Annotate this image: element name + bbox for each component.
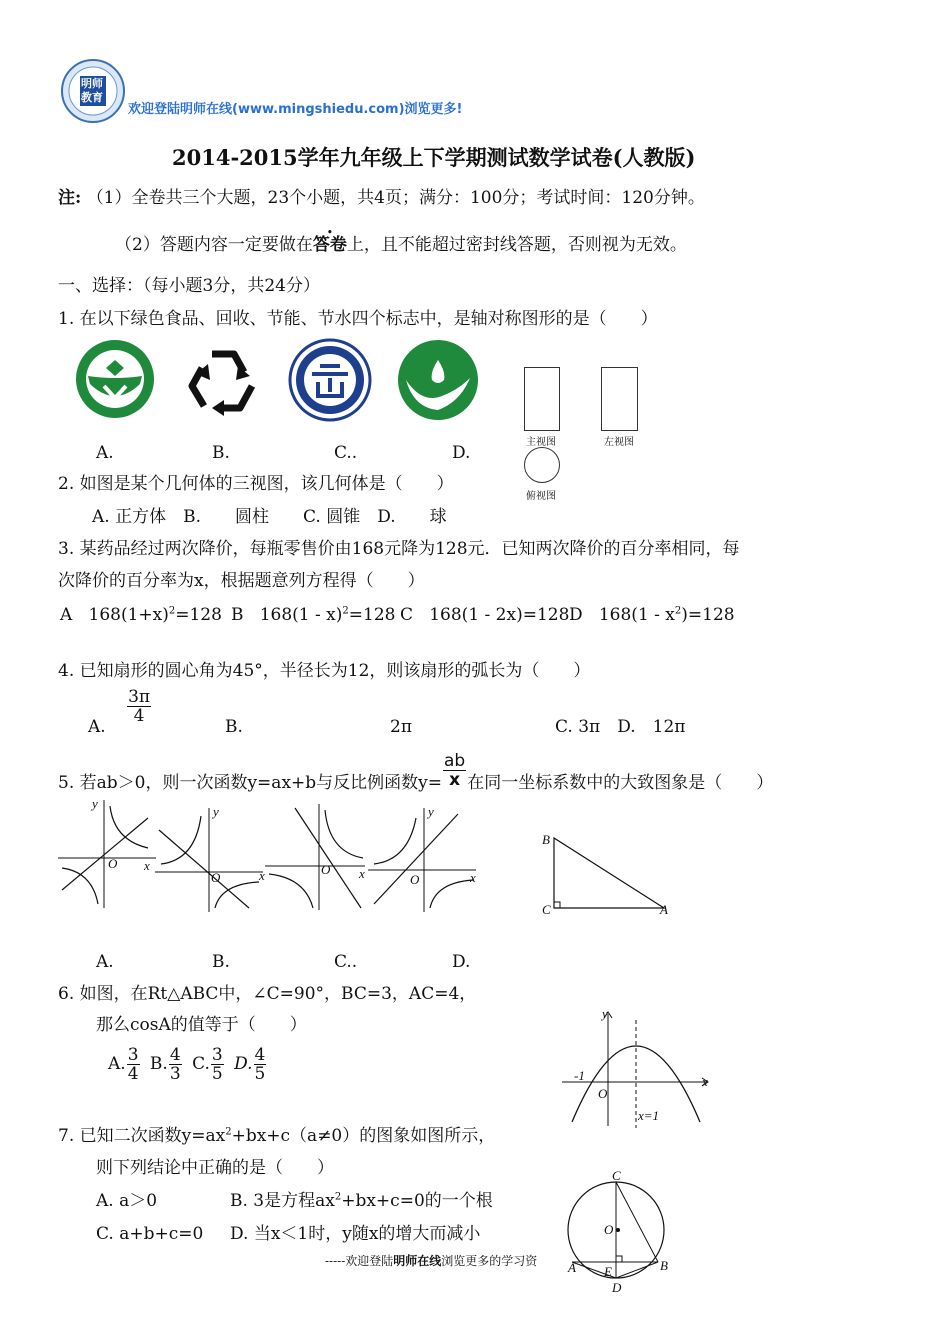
q3-a-sup: 2 <box>168 605 176 617</box>
q5b-x-label: x <box>259 868 265 883</box>
triangle-b-label: B <box>542 832 550 847</box>
q7-b-post: +bx+c=0的一个根 <box>341 1191 493 1211</box>
q6-options <box>108 1046 267 1083</box>
q5c-origin-label: O <box>321 862 331 877</box>
q3-option-b <box>231 604 395 626</box>
q5a-x-label: x <box>144 858 150 873</box>
q5b-origin-label: O <box>211 870 221 885</box>
q5-pre: 5. 若ab＞0，则一次函数y=ax+b与反比例函数y= <box>58 773 443 793</box>
circle-a-label: A <box>568 1260 576 1275</box>
note-2-pre: （2）答题内容一定要做在 <box>115 235 313 255</box>
q5a-origin-label: O <box>108 856 118 871</box>
q6-b-d: 3 <box>169 1064 181 1084</box>
q4-a-letter: A. <box>88 717 106 737</box>
q3-b-letter: B <box>231 605 244 625</box>
footer-brand: 明师在线 <box>393 1254 442 1268</box>
q6-c-d: 5 <box>211 1064 223 1084</box>
energy-saving-logo <box>288 338 372 426</box>
parabola-figure <box>562 1006 712 1134</box>
parabola-x-label: x <box>702 1074 708 1089</box>
note-1-text: （1）全卷共三个大题，23个小题，共4页；满分：100分；考试时间：120分钟。 <box>86 188 705 208</box>
page-footer <box>325 1252 537 1269</box>
parabola-minus-one-label: -1 <box>574 1068 585 1083</box>
q3-d-post: )=128 <box>681 605 735 625</box>
q6-d-letter: D. <box>234 1054 253 1074</box>
q3-option-a <box>60 604 222 626</box>
q5c-x-label: x <box>359 866 365 881</box>
parabola-origin-label: O <box>598 1086 608 1101</box>
note-1 <box>58 187 705 209</box>
q3-option-c <box>400 604 569 626</box>
section-header: 一、选择：（每小题3分，共24分） <box>58 276 320 296</box>
q5b-y-label: y <box>213 804 219 819</box>
note-2 <box>115 234 687 256</box>
q5-text <box>58 752 773 794</box>
triangle-a-label: A <box>660 902 668 917</box>
q4-text: 4. 已知扇形的圆心角为45°，半径长为12，则该扇形的弧长为（ ） <box>58 661 591 681</box>
q3-a-letter: A <box>60 605 73 625</box>
q3-a-post: =128 <box>175 605 222 625</box>
q5-option-b: B. <box>212 952 230 972</box>
q6-c-frac <box>211 1046 224 1083</box>
q1-text: 1. 在以下绿色食品、回收、节能、节水四个标志中，是轴对称图形的是（ ） <box>58 309 658 329</box>
q7-sup: 2 <box>225 1126 232 1138</box>
circle-figure <box>562 1168 672 1301</box>
q3-line1: 3. 某药品经过两次降价，每瓶零售价由168元降为128元．已知两次降价的百分率相同，每 <box>58 539 740 559</box>
q5-option-c: C.. <box>334 952 358 972</box>
circle-e-label: E <box>604 1264 612 1279</box>
q6-b-letter: B. <box>149 1054 168 1074</box>
parabola-y-label: y <box>602 1006 608 1021</box>
q5-option-d: D. <box>452 952 471 972</box>
q6-c-letter: C. <box>192 1054 210 1074</box>
q4-option-b-value: 2π <box>390 717 412 737</box>
q5-graph-b <box>155 804 267 916</box>
q3-d-pre: 168(1 - x <box>598 605 675 625</box>
q3-d-letter: D <box>569 605 583 625</box>
q7-option-b <box>230 1190 493 1212</box>
q1-option-b: B. <box>212 443 230 463</box>
q3-c-pre: 168(1 - 2x)=128 <box>429 605 570 625</box>
q4-option-b: B. <box>225 717 243 737</box>
footer-pre: -----欢迎登陆 <box>325 1254 394 1268</box>
q5-graph-d <box>368 804 480 916</box>
q6-text-2: 那么cosA的值等于（ ） <box>96 1015 307 1035</box>
top-view-label: 俯视图 <box>526 491 556 502</box>
page-title: 2014-2015学年九年级上下学期测试数学试卷(人教版) <box>172 145 696 170</box>
green-food-logo <box>74 338 156 424</box>
q5d-origin-label: O <box>410 872 420 887</box>
q1-option-a: A. <box>96 443 114 463</box>
q2-options: A. 正方体 B. 圆柱 C. 圆锥 D. 球 <box>92 507 447 527</box>
front-view-label: 主视图 <box>526 437 556 448</box>
circle-c-label: C <box>612 1168 621 1183</box>
q7-option-c: C. a+b+c=0 <box>96 1224 204 1244</box>
front-view <box>524 367 560 431</box>
q5a-y-label: y <box>92 796 98 811</box>
q5-graph-a <box>58 796 158 914</box>
q4-options-cd: C. 3π D. 12π <box>555 717 686 737</box>
note-label: 注: <box>58 188 82 208</box>
q6-a-d: 4 <box>127 1064 139 1084</box>
q7-b-pre: B. 3是方程ax <box>230 1191 335 1211</box>
q3-b-pre: 168(1 - x) <box>259 605 343 625</box>
q6-d-d: 5 <box>254 1064 266 1084</box>
q6-d-n: 4 <box>254 1045 266 1065</box>
q6-a-frac <box>127 1046 140 1083</box>
q6-d-frac <box>254 1046 267 1083</box>
left-view <box>601 367 638 431</box>
q5-frac-den: x <box>449 770 461 790</box>
note-2-post: 上，且不能超过密封线答题，否则视为无效。 <box>346 235 687 255</box>
header-banner: 欢迎登陆明师在线(www.mingshiedu.com)浏览更多! <box>128 102 463 117</box>
q1-option-d: D. <box>452 443 471 463</box>
triangle-c-label: C <box>542 902 551 917</box>
q6-a-n: 3 <box>127 1045 139 1065</box>
q6-c-n: 3 <box>211 1045 223 1065</box>
q5-frac-num: ab <box>444 751 466 771</box>
q5-post: 在同一坐标系数中的大致图象是（ ） <box>467 773 774 793</box>
q3-d-sup: 2 <box>674 605 682 617</box>
circle-o-label: O <box>604 1222 614 1237</box>
q3-b-sup: 2 <box>342 605 349 617</box>
q2-text: 2. 如图是某个几何体的三视图，该几何体是（ ） <box>58 474 454 494</box>
q3-a-pre: 168(1+x) <box>88 605 169 625</box>
q5-graph-c <box>265 804 370 914</box>
left-view-label: 左视图 <box>604 437 634 448</box>
q4-a-fraction <box>127 688 151 725</box>
q6-b-frac <box>169 1046 182 1083</box>
note-2-emphasis: 答卷 <box>312 235 347 255</box>
logo-text: 明师教育 <box>81 77 103 104</box>
q7-text <box>58 1125 495 1147</box>
circle-d-label: D <box>612 1280 622 1295</box>
q4-a-den: 4 <box>133 706 145 726</box>
q7-text-2: 则下列结论中正确的是（ ） <box>96 1158 334 1178</box>
recycle-logo <box>182 340 264 426</box>
q7-option-d: D. 当x＜1时，y随x的增大而减小 <box>230 1224 481 1244</box>
q7-option-a: A. a＞0 <box>96 1191 158 1211</box>
q7-post: +bx+c（a≠0）的图象如图所示， <box>231 1126 496 1146</box>
q7-b-sup: 2 <box>334 1191 342 1203</box>
q3-line2: 次降价的百分率为x，根据题意列方程得（ ） <box>58 571 425 591</box>
q3-option-d <box>569 604 735 626</box>
footer-post: 浏览更多的学习资 <box>441 1254 538 1268</box>
q6-text: 6. 如图，在Rt△ABC中，∠C=90°，BC=3，AC=4， <box>58 984 477 1004</box>
q4-a-num: 3π <box>128 687 151 707</box>
q5-fraction <box>443 752 466 789</box>
q6-a-letter: A. <box>108 1054 126 1074</box>
header-logo <box>60 58 126 124</box>
q5d-y-label: y <box>428 804 434 819</box>
parabola-axis-label: x=1 <box>638 1108 660 1123</box>
q3-b-post: =128 <box>348 605 396 625</box>
q5d-x-label: x <box>470 870 476 885</box>
q3-c-letter: C <box>400 605 414 625</box>
top-view <box>524 447 560 483</box>
q6-b-n: 4 <box>169 1045 181 1065</box>
q5-option-a: A. <box>96 952 114 972</box>
water-saving-logo <box>396 338 480 426</box>
right-triangle-figure <box>540 830 680 924</box>
q1-option-c: C.. <box>334 443 358 463</box>
q7-pre: 7. 已知二次函数y=ax <box>58 1126 226 1146</box>
circle-b-label: B <box>660 1258 668 1273</box>
